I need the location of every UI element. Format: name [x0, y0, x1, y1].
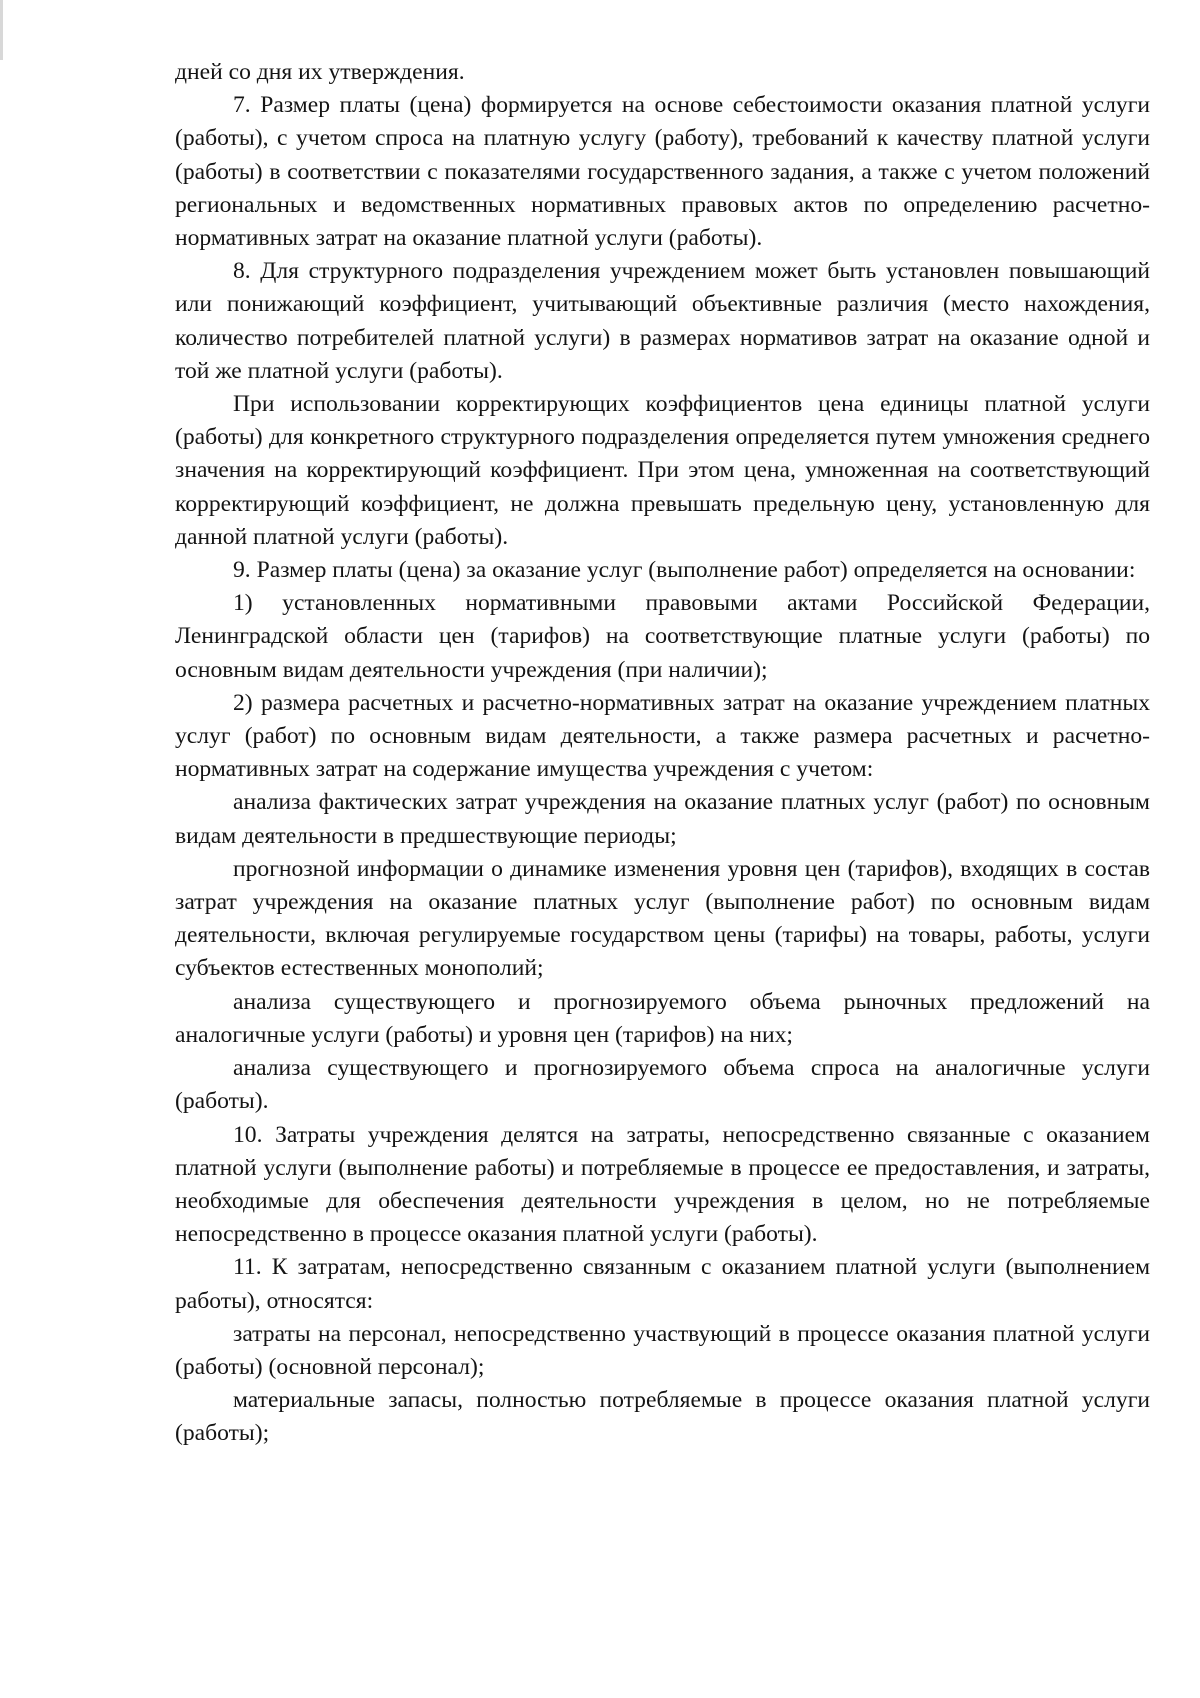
paragraph-personnel-costs: затраты на персонал, непосредственно участвующий в процессе оказания платной услуги (работы) (основной персонал);	[175, 1320, 1150, 1380]
paragraph-material-stocks: материальные запасы, полностью потребляемые в процессе оказания платной услуги (работы);	[175, 1387, 1150, 1447]
paragraph-coefficients: При использовании корректирующих коэффициентов цена единицы платной услуги (работы) для конкретного структурного подразделения определяется путем умножения среднего значения на корректирующий коэффициент. При этом цена, умноженная на соответствующий корректирующий коэффициент, не должна превышать предельную цену, установленную для данной платной услуги (работы).	[175, 391, 1150, 550]
paragraph-item-7: 7. Размер платы (цена) формируется на основе себестоимости оказания платной услуги (работы), с учетом спроса на платную услугу (работу), требований к качеству платной услуги (работы) в соответствии с показателями государственного задания, а также с учетом положений региональных и ведомственных нормативных правовых актов по определению расчетно-нормативных затрат на оказание платной услуги (работы).	[175, 92, 1150, 252]
paragraph-item-9: 9. Размер платы (цена) за оказание услуг (выполнение работ) определяется на основании:	[233, 557, 1136, 584]
paragraph-forecast-info: прогнозной информации о динамике изменения уровня цен (тарифов), входящих в состав затрат учреждения на оказание платных услуг (выполнение работ) по основным видам деятельности, включая регулируемые государством цены (тарифы) на товары, работы, услуги субъектов естественных монополий;	[175, 855, 1150, 982]
paragraph-analysis-costs: анализа фактических затрат учреждения на оказание платных услуг (работ) по основным видам деятельности в предшествующие периоды;	[175, 789, 1150, 849]
paragraph-item-9-2: 2) размера расчетных и расчетно-нормативных затрат на оказание учреждением платных услуг (работ) по основным видам деятельности, а также размера расчетных и расчетно-нормативных затрат на содержание имущества учреждения с учетом:	[175, 689, 1150, 783]
paragraph-item-9-1: 1) установленных нормативными правовыми актами Российской Федерации, Ленинградской области цен (тарифов) на соответствующие платные услуги (работы) по основным видам деятельности учреждения (при наличии);	[175, 590, 1150, 683]
paragraph-analysis-market: анализа существующего и прогнозируемого объема рыночных предложений на аналогичные услуги (работы) и уровня цен (тарифов) на них;	[175, 988, 1150, 1048]
paragraph-item-10: 10. Затраты учреждения делятся на затраты, непосредственно связанные с оказанием платной услуги (выполнение работы) и потребляемые в процессе ее предоставления, и затраты, необходимые для обеспечения деятельности учреждения в целом, но не потребляемые непосредственно в процессе оказания платной услуги (работы).	[175, 1121, 1150, 1248]
paragraph-analysis-demand: анализа существующего и прогнозируемого объема спроса на аналогичные услуги (работы).	[175, 1055, 1150, 1115]
scan-edge-mark	[0, 0, 3, 60]
paragraph-item-8: 8. Для структурного подразделения учреждением может быть установлен повышающий или понижающий коэффициент, учитывающий объективные различия (место нахождения, количество потребителей платной услуги) в размерах нормативов затрат на оказание одной и той же платной услуги (работы).	[175, 258, 1150, 384]
document-body	[175, 56, 1150, 1451]
paragraph-item-11: 11. К затратам, непосредственно связанным с оказанием платной услуги (выполнением работы), относятся:	[175, 1254, 1150, 1314]
paragraph-continuation: дней со дня их утверждения.	[175, 59, 465, 85]
